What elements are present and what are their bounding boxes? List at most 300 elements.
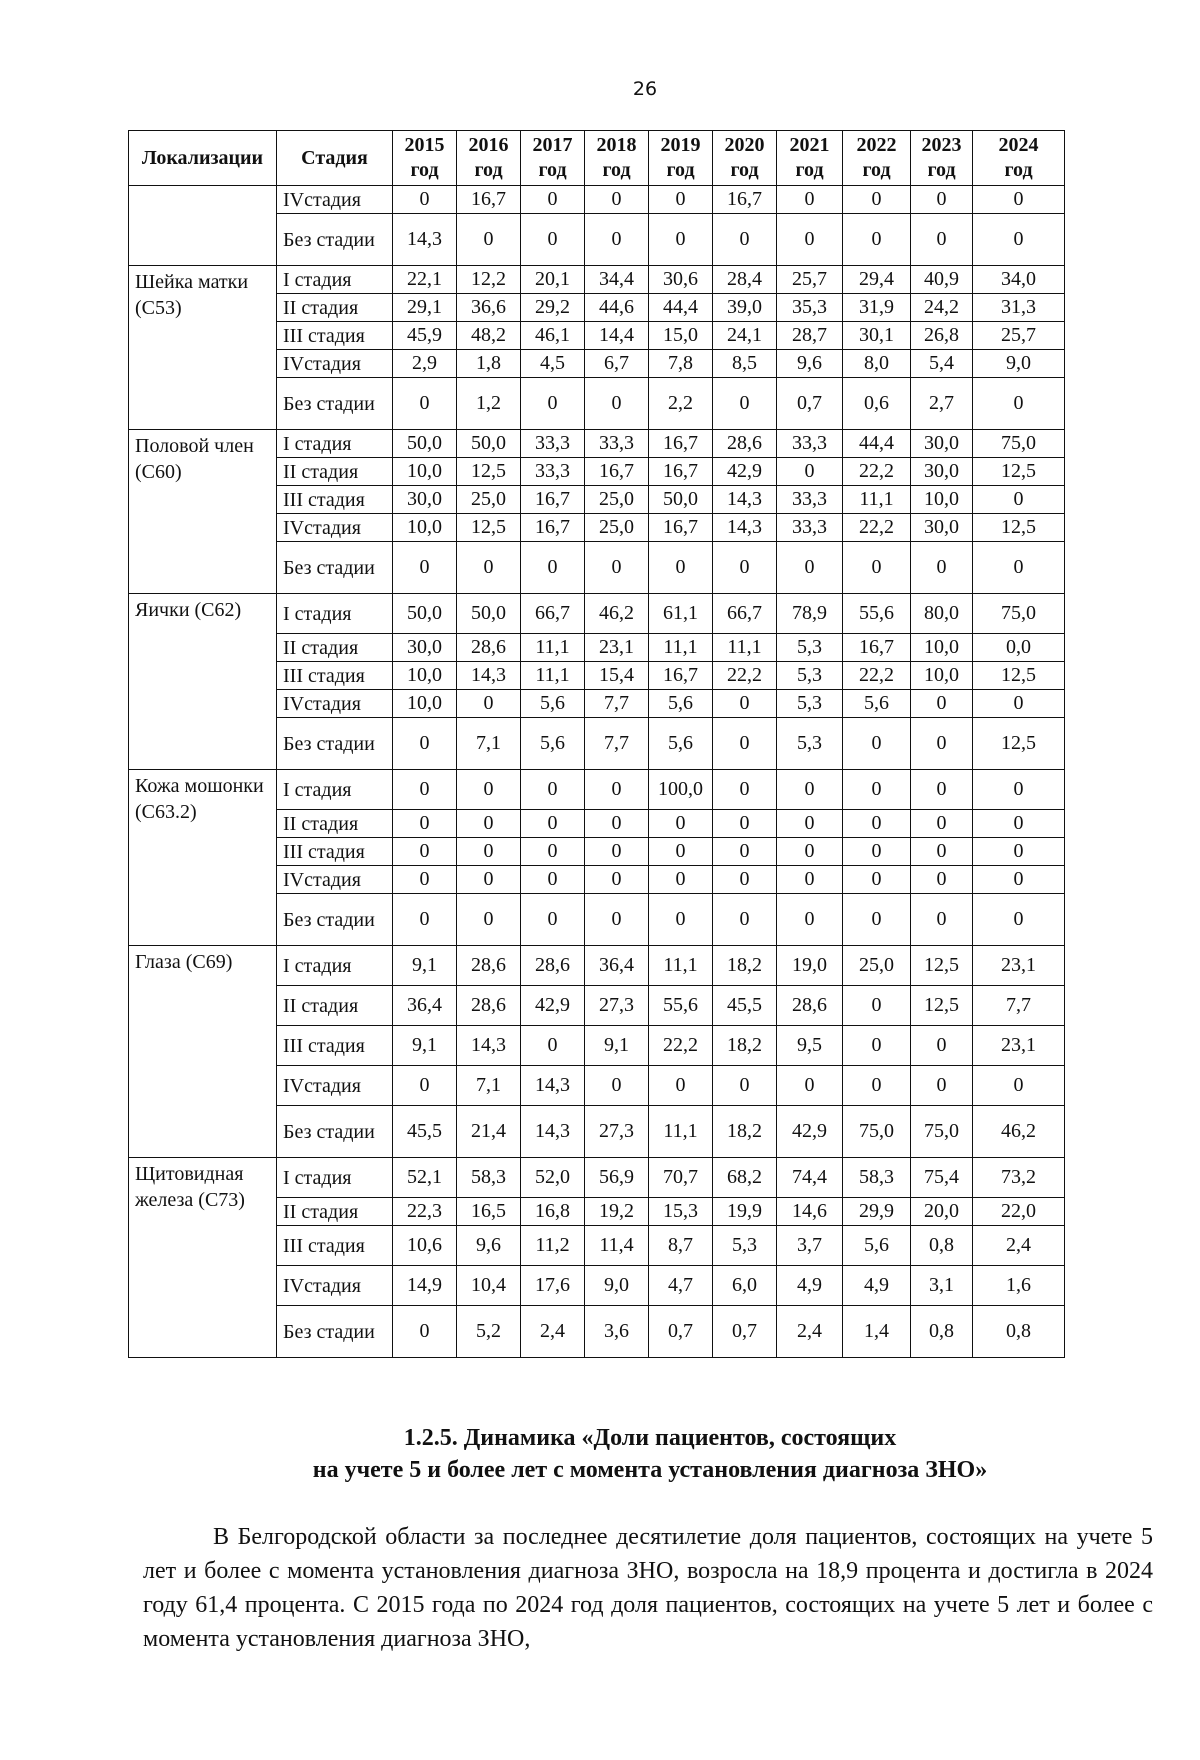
value-cell: 1,2: [457, 378, 521, 430]
value-cell: 0,8: [911, 1226, 973, 1266]
value-cell: 0: [713, 838, 777, 866]
value-cell: 28,6: [521, 946, 585, 986]
header-year: [585, 131, 649, 186]
value-cell: 0: [585, 866, 649, 894]
value-cell: 0: [457, 214, 521, 266]
value-cell: 28,6: [457, 946, 521, 986]
value-cell: 39,0: [713, 294, 777, 322]
value-cell: 75,0: [911, 1106, 973, 1158]
value-cell: 0: [911, 838, 973, 866]
value-cell: 3,6: [585, 1306, 649, 1358]
stage-distribution-table: [128, 130, 1065, 1358]
value-cell: 0: [585, 838, 649, 866]
value-cell: 46,2: [585, 594, 649, 634]
value-cell: 78,9: [777, 594, 843, 634]
value-cell: 30,0: [393, 634, 457, 662]
localization-cell: Щитовидная железа (С73): [129, 1158, 277, 1358]
stage-cell: II стадия: [277, 1198, 393, 1226]
value-cell: 27,3: [585, 986, 649, 1026]
value-cell: 25,7: [777, 266, 843, 294]
value-cell: 28,6: [777, 986, 843, 1026]
value-cell: 36,4: [585, 946, 649, 986]
value-cell: 10,0: [911, 662, 973, 690]
value-cell: 10,6: [393, 1226, 457, 1266]
value-cell: 15,4: [585, 662, 649, 690]
value-cell: 33,3: [521, 458, 585, 486]
value-cell: 11,1: [649, 1106, 713, 1158]
value-cell: 0: [521, 838, 585, 866]
value-cell: 0: [777, 458, 843, 486]
value-cell: 0: [973, 838, 1065, 866]
header-year-number: 2015: [404, 134, 445, 156]
value-cell: 100,0: [649, 770, 713, 810]
value-cell: 42,9: [713, 458, 777, 486]
value-cell: 18,2: [713, 1106, 777, 1158]
value-cell: 0: [457, 690, 521, 718]
stage-cell: IVстадия: [277, 866, 393, 894]
value-cell: 75,0: [973, 430, 1065, 458]
value-cell: 48,2: [457, 322, 521, 350]
value-cell: 29,9: [843, 1198, 911, 1226]
value-cell: 12,5: [911, 946, 973, 986]
value-cell: 16,7: [457, 186, 521, 214]
value-cell: 7,7: [585, 718, 649, 770]
table-row: [129, 430, 1065, 458]
stage-cell: III стадия: [277, 1226, 393, 1266]
value-cell: 0: [713, 378, 777, 430]
header-year-number: 2023: [921, 134, 962, 156]
value-cell: 36,4: [393, 986, 457, 1026]
value-cell: 0: [973, 378, 1065, 430]
header-year: [911, 131, 973, 186]
value-cell: 0: [777, 214, 843, 266]
value-cell: 0: [521, 866, 585, 894]
value-cell: 28,6: [713, 430, 777, 458]
value-cell: 0: [777, 894, 843, 946]
value-cell: 55,6: [649, 986, 713, 1026]
value-cell: 0: [911, 718, 973, 770]
value-cell: 0: [457, 866, 521, 894]
value-cell: 34,0: [973, 266, 1065, 294]
value-cell: 0: [585, 378, 649, 430]
value-cell: 14,3: [521, 1106, 585, 1158]
stage-cell: Без стадии: [277, 718, 393, 770]
value-cell: 16,7: [649, 458, 713, 486]
value-cell: 15,0: [649, 322, 713, 350]
value-cell: 24,2: [911, 294, 973, 322]
value-cell: 0: [457, 810, 521, 838]
table-row: [129, 1158, 1065, 1198]
value-cell: 52,1: [393, 1158, 457, 1198]
localization-cell: Шейка матки (С53): [129, 266, 277, 430]
value-cell: 1,4: [843, 1306, 911, 1358]
value-cell: 30,1: [843, 322, 911, 350]
value-cell: 10,0: [393, 662, 457, 690]
stage-cell: II стадия: [277, 294, 393, 322]
value-cell: 4,9: [777, 1266, 843, 1306]
value-cell: 46,1: [521, 322, 585, 350]
value-cell: 31,9: [843, 294, 911, 322]
value-cell: 11,1: [843, 486, 911, 514]
header-year-number: 2016: [468, 134, 509, 156]
value-cell: 33,3: [777, 486, 843, 514]
page-number: 26: [632, 78, 658, 100]
value-cell: 0: [649, 838, 713, 866]
value-cell: 50,0: [393, 430, 457, 458]
section-heading-line2: на учете 5 и более лет с момента установления диагноза ЗНО»: [312, 1457, 988, 1483]
value-cell: 0: [713, 1066, 777, 1106]
body-paragraph: В Белгородской области за последнее десятилетие доля пациентов, состоящих на учете 5 лет и более с момента установления диагноза ЗНО, возросла на 18,9 процента и достигла в 2024 году 61,4 процента. С 2015 года по 2024 год доля пациентов, состоящих на учете 5 лет и более с момента установления диагноза ЗНО,: [143, 1524, 1153, 1652]
value-cell: 0: [393, 186, 457, 214]
value-cell: 12,5: [457, 514, 521, 542]
value-cell: 22,3: [393, 1198, 457, 1226]
value-cell: 8,0: [843, 350, 911, 378]
value-cell: 16,7: [521, 486, 585, 514]
value-cell: 5,4: [911, 350, 973, 378]
value-cell: 5,3: [777, 718, 843, 770]
value-cell: 0: [777, 186, 843, 214]
stage-cell: II стадия: [277, 986, 393, 1026]
value-cell: 0: [973, 866, 1065, 894]
value-cell: 22,2: [713, 662, 777, 690]
value-cell: 1,8: [457, 350, 521, 378]
value-cell: 52,0: [521, 1158, 585, 1198]
value-cell: 5,3: [777, 690, 843, 718]
value-cell: 0: [777, 542, 843, 594]
localization-cell: Кожа мошонки (С63.2): [129, 770, 277, 946]
section-heading: [140, 1422, 1160, 1486]
value-cell: 23,1: [973, 1026, 1065, 1066]
table-row: [129, 770, 1065, 810]
value-cell: 0: [843, 838, 911, 866]
table-row: [129, 186, 1065, 214]
value-cell: 0: [713, 894, 777, 946]
value-cell: 19,2: [585, 1198, 649, 1226]
value-cell: 9,0: [585, 1266, 649, 1306]
value-cell: 10,0: [393, 514, 457, 542]
header-year-unit: год: [730, 159, 759, 181]
stage-cell: Без стадии: [277, 1106, 393, 1158]
value-cell: 17,6: [521, 1266, 585, 1306]
stage-cell: II стадия: [277, 634, 393, 662]
value-cell: 25,0: [585, 514, 649, 542]
value-cell: 0: [843, 542, 911, 594]
value-cell: 0: [911, 1066, 973, 1106]
value-cell: 0,8: [911, 1306, 973, 1358]
value-cell: 70,7: [649, 1158, 713, 1198]
value-cell: 28,7: [777, 322, 843, 350]
table-row: [129, 266, 1065, 294]
value-cell: 14,3: [457, 662, 521, 690]
value-cell: 0: [457, 542, 521, 594]
value-cell: 0: [585, 186, 649, 214]
value-cell: 4,9: [843, 1266, 911, 1306]
value-cell: 42,9: [521, 986, 585, 1026]
value-cell: 7,7: [973, 986, 1065, 1026]
value-cell: 0: [393, 1306, 457, 1358]
value-cell: 0: [521, 542, 585, 594]
header-year-unit: год: [666, 159, 695, 181]
header-year-number: 2020: [724, 134, 765, 156]
value-cell: 16,7: [521, 514, 585, 542]
header-year-unit: год: [862, 159, 891, 181]
stage-cell: III стадия: [277, 838, 393, 866]
value-cell: 22,0: [973, 1198, 1065, 1226]
value-cell: 19,0: [777, 946, 843, 986]
value-cell: 16,7: [843, 634, 911, 662]
value-cell: 9,5: [777, 1026, 843, 1066]
value-cell: 0: [521, 186, 585, 214]
value-cell: 9,0: [973, 350, 1065, 378]
value-cell: 9,1: [585, 1026, 649, 1066]
table-header-row: [129, 131, 1065, 186]
value-cell: 0: [649, 810, 713, 838]
value-cell: 0: [393, 770, 457, 810]
value-cell: 55,6: [843, 594, 911, 634]
value-cell: 0: [521, 1026, 585, 1066]
stage-cell: IVстадия: [277, 1266, 393, 1306]
value-cell: 7,8: [649, 350, 713, 378]
value-cell: 0: [649, 186, 713, 214]
stage-cell: II стадия: [277, 458, 393, 486]
value-cell: 0: [585, 810, 649, 838]
value-cell: 0: [843, 810, 911, 838]
value-cell: 66,7: [521, 594, 585, 634]
value-cell: 33,3: [777, 514, 843, 542]
value-cell: 0: [911, 186, 973, 214]
value-cell: 0: [843, 718, 911, 770]
value-cell: 0: [843, 1026, 911, 1066]
value-cell: 0: [973, 186, 1065, 214]
value-cell: 33,3: [521, 430, 585, 458]
value-cell: 35,3: [777, 294, 843, 322]
stage-cell: IVстадия: [277, 514, 393, 542]
value-cell: 56,9: [585, 1158, 649, 1198]
value-cell: 16,7: [649, 430, 713, 458]
header-year-unit: год: [474, 159, 503, 181]
value-cell: 10,0: [393, 690, 457, 718]
value-cell: 0: [843, 214, 911, 266]
value-cell: 36,6: [457, 294, 521, 322]
value-cell: 23,1: [585, 634, 649, 662]
stage-cell: IVстадия: [277, 690, 393, 718]
value-cell: 0: [393, 378, 457, 430]
header-year: [713, 131, 777, 186]
value-cell: 16,7: [649, 514, 713, 542]
value-cell: 18,2: [713, 1026, 777, 1066]
header-year-unit: год: [538, 159, 567, 181]
value-cell: 0,8: [973, 1306, 1065, 1358]
header-year: [457, 131, 521, 186]
value-cell: 30,0: [911, 458, 973, 486]
header-localization: Локализации: [129, 131, 277, 186]
value-cell: 33,3: [585, 430, 649, 458]
stage-cell: III стадия: [277, 662, 393, 690]
value-cell: 0: [585, 894, 649, 946]
value-cell: 0: [393, 1066, 457, 1106]
value-cell: 4,5: [521, 350, 585, 378]
value-cell: 9,6: [777, 350, 843, 378]
value-cell: 0: [393, 838, 457, 866]
value-cell: 30,0: [911, 514, 973, 542]
value-cell: 16,5: [457, 1198, 521, 1226]
value-cell: 30,0: [393, 486, 457, 514]
value-cell: 5,6: [649, 718, 713, 770]
value-cell: 14,3: [393, 214, 457, 266]
value-cell: 0: [713, 770, 777, 810]
value-cell: 0: [973, 810, 1065, 838]
localization-cell: Яички (С62): [129, 594, 277, 770]
value-cell: 16,7: [585, 458, 649, 486]
value-cell: 0: [649, 542, 713, 594]
value-cell: 75,0: [843, 1106, 911, 1158]
value-cell: 5,2: [457, 1306, 521, 1358]
value-cell: 25,0: [585, 486, 649, 514]
value-cell: 22,2: [843, 514, 911, 542]
value-cell: 0: [713, 542, 777, 594]
value-cell: 27,3: [585, 1106, 649, 1158]
stage-cell: IVстадия: [277, 350, 393, 378]
value-cell: 12,5: [973, 718, 1065, 770]
value-cell: 9,1: [393, 946, 457, 986]
value-cell: 68,2: [713, 1158, 777, 1198]
section-heading-line1: 1.2.5. Динамика «Доли пациентов, состоящих: [403, 1425, 897, 1451]
value-cell: 12,2: [457, 266, 521, 294]
value-cell: 12,5: [973, 514, 1065, 542]
value-cell: 24,1: [713, 322, 777, 350]
stage-cell: I стадия: [277, 266, 393, 294]
value-cell: 8,7: [649, 1226, 713, 1266]
value-cell: 0: [521, 770, 585, 810]
value-cell: 25,0: [843, 946, 911, 986]
value-cell: 1,6: [973, 1266, 1065, 1306]
stage-cell: I стадия: [277, 594, 393, 634]
value-cell: 9,1: [393, 1026, 457, 1066]
value-cell: 0,7: [649, 1306, 713, 1358]
value-cell: 58,3: [457, 1158, 521, 1198]
value-cell: 0: [843, 770, 911, 810]
value-cell: 21,4: [457, 1106, 521, 1158]
value-cell: 12,5: [457, 458, 521, 486]
value-cell: 10,0: [911, 634, 973, 662]
value-cell: 0: [521, 378, 585, 430]
value-cell: 20,0: [911, 1198, 973, 1226]
stage-cell: III стадия: [277, 486, 393, 514]
localization-cell: Половой член (С60): [129, 430, 277, 594]
value-cell: 0: [911, 866, 973, 894]
value-cell: 29,1: [393, 294, 457, 322]
value-cell: 0: [911, 810, 973, 838]
value-cell: 6,7: [585, 350, 649, 378]
value-cell: 2,7: [911, 378, 973, 430]
value-cell: 80,0: [911, 594, 973, 634]
stage-cell: Без стадии: [277, 378, 393, 430]
value-cell: 26,8: [911, 322, 973, 350]
value-cell: 10,0: [911, 486, 973, 514]
value-cell: 22,2: [843, 458, 911, 486]
value-cell: 0: [393, 718, 457, 770]
value-cell: 0: [585, 1066, 649, 1106]
value-cell: 0: [649, 214, 713, 266]
header-year: [393, 131, 457, 186]
value-cell: 75,4: [911, 1158, 973, 1198]
value-cell: 0: [911, 1026, 973, 1066]
value-cell: 0: [911, 894, 973, 946]
header-year-unit: год: [795, 159, 824, 181]
stage-cell: I стадия: [277, 430, 393, 458]
value-cell: 31,3: [973, 294, 1065, 322]
value-cell: 11,1: [713, 634, 777, 662]
value-cell: 30,0: [911, 430, 973, 458]
stage-cell: I стадия: [277, 1158, 393, 1198]
value-cell: 29,4: [843, 266, 911, 294]
value-cell: 0: [649, 1066, 713, 1106]
stage-cell: IVстадия: [277, 1066, 393, 1106]
value-cell: 0: [843, 866, 911, 894]
value-cell: 0: [777, 1066, 843, 1106]
value-cell: 0,7: [777, 378, 843, 430]
value-cell: 58,3: [843, 1158, 911, 1198]
value-cell: 61,1: [649, 594, 713, 634]
stage-cell: Без стадии: [277, 1306, 393, 1358]
value-cell: 0: [457, 838, 521, 866]
header-year-unit: год: [410, 159, 439, 181]
value-cell: 0: [843, 894, 911, 946]
value-cell: 4,7: [649, 1266, 713, 1306]
value-cell: 11,1: [649, 946, 713, 986]
stage-cell: Без стадии: [277, 894, 393, 946]
value-cell: 5,6: [521, 690, 585, 718]
value-cell: 0: [457, 894, 521, 946]
header-stage: Стадия: [277, 131, 393, 186]
value-cell: 0: [911, 542, 973, 594]
value-cell: 0: [521, 810, 585, 838]
value-cell: 73,2: [973, 1158, 1065, 1198]
value-cell: 8,5: [713, 350, 777, 378]
value-cell: 28,6: [457, 634, 521, 662]
stage-cell: I стадия: [277, 770, 393, 810]
value-cell: 3,7: [777, 1226, 843, 1266]
value-cell: 19,9: [713, 1198, 777, 1226]
value-cell: 7,1: [457, 1066, 521, 1106]
value-cell: 0: [973, 894, 1065, 946]
value-cell: 45,9: [393, 322, 457, 350]
value-cell: 0: [911, 690, 973, 718]
value-cell: 42,9: [777, 1106, 843, 1158]
value-cell: 15,3: [649, 1198, 713, 1226]
value-cell: 5,6: [843, 1226, 911, 1266]
value-cell: 0: [973, 1066, 1065, 1106]
header-year-number: 2018: [596, 134, 637, 156]
value-cell: 0: [973, 486, 1065, 514]
header-year-number: 2019: [660, 134, 701, 156]
value-cell: 0: [777, 810, 843, 838]
header-year-unit: год: [1004, 159, 1033, 181]
value-cell: 25,0: [457, 486, 521, 514]
header-year: [649, 131, 713, 186]
value-cell: 2,4: [521, 1306, 585, 1358]
value-cell: 0: [585, 770, 649, 810]
value-cell: 0: [777, 838, 843, 866]
value-cell: 75,0: [973, 594, 1065, 634]
value-cell: 0: [973, 770, 1065, 810]
value-cell: 7,7: [585, 690, 649, 718]
value-cell: 14,3: [713, 486, 777, 514]
value-cell: 34,4: [585, 266, 649, 294]
value-cell: 0: [649, 866, 713, 894]
value-cell: 10,4: [457, 1266, 521, 1306]
table-row: [129, 594, 1065, 634]
